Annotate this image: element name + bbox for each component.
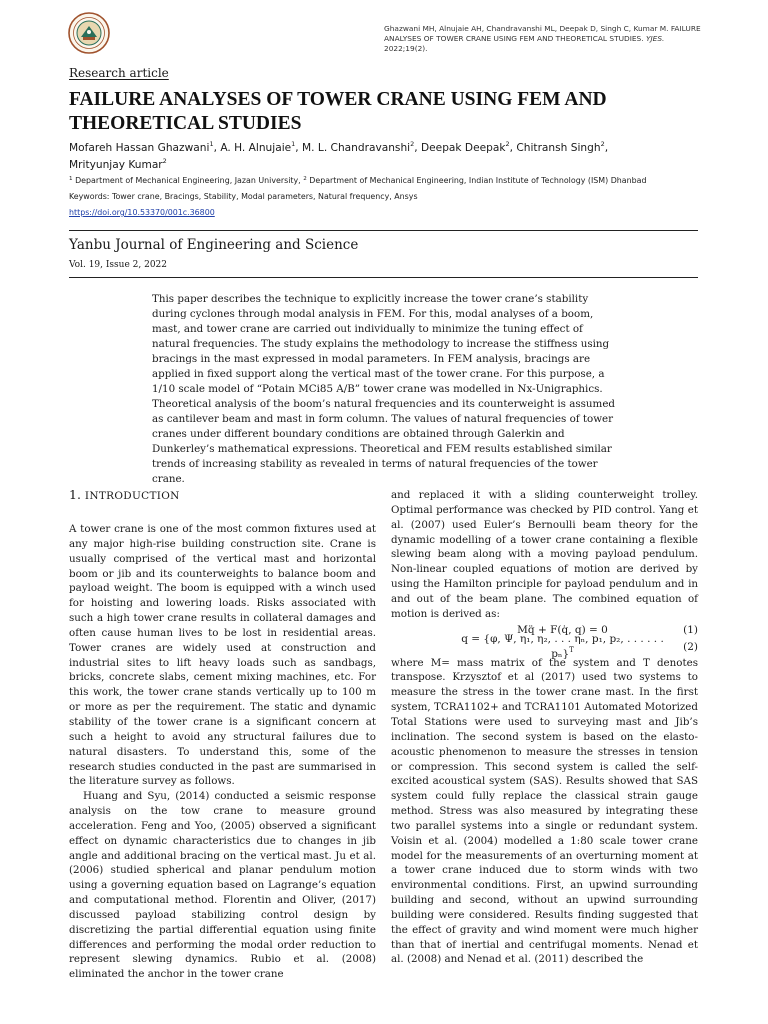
transpose-superscript: T <box>569 646 574 655</box>
divider <box>69 230 698 231</box>
author-name: Deepak Deepak <box>421 142 506 154</box>
affiliations <box>69 175 719 186</box>
paragraph: A tower crane is one of the most common fixtures used at any major high-rise building construction site. Crane is usually comprised of the vertical mast and horizontal boom or jib and its counterweights to balance boom and payload weight. The boom is equipped with a winch used for hoisting and lowering loads. Risks associated with such a high tower crane results in collateral damages and often cause human lives to be lost in residential areas. Tower cranes are widely used at construction and industrial sites to lift heavy loads such as sandbags, bricks, concrete slabs, cement mixing machines, etc. For this work, the tower crane stands vertically up to 100 m or more as per the requirement. The static and dynamic stability of the tower crane is a significant concern at such a height to avoid any structural failures due to natural disasters. To understand this, some of the research studies conducted in the past are summarised in the literature survey as follows. <box>69 523 376 788</box>
author-name: Mofareh Hassan Ghazwani <box>69 142 210 154</box>
abstract: This paper describes the technique to explicitly increase the tower crane’s stability during cyclones through modal analysis in FEM. For this, modal analyses of a boom, mast, and tower crane are carried out individually to minimize the tuning effect of natural frequencies. The study explains the methodology to increase the stiffness using bracings in the mast expressed in modal parameters. In FEM analysis, bracings are applied in fixed support along the vertical mast of the tower crane. For this purpose, a 1/10 scale model of “Potain MCi85 A/B” tower crane was modelled in Nx-Unigraphics. Theoretical analysis of the boom’s natural frequencies and its counterweight is assumed as cantilever beam and mast in form column. The values of natural frequencies of tower cranes under different boundary conditions are obtained through Galerkin and Dunkerley’s mathematical expressions. Theoretical and FEM results established similar trends of increasing stability as revealed in terms of natural frequencies of the tower crane. <box>152 293 616 485</box>
affiliation-marker: 1 <box>69 176 73 182</box>
authors-line: Mofareh Hassan Ghazwani$^1$, A. H. Alnujaie$^1$, M. L. Chandravanshi$^2$, Deepak Deepak$^2$, Chitransh Singh$^2$, <box>69 140 609 154</box>
citation-title-end: ANALYSES OF TOWER CRANE USING FEM AND THEORETICAL STUDIES. <box>384 34 644 43</box>
journal-name: Yanbu Journal of Engineering and Science <box>69 237 359 253</box>
paragraph: Huang and Syu, (2014) conducted a seismic response analysis on the tow crane to measure ground acceleration. Feng and Yoo, (2005) observed a significant effect on dynamic characteristics due to changes in jib angle and additional bracing on the vertical mast. Ju et al. (2006) studied spherical and planar pendulum motion using a governing equation based on Lagrange’s equation and computational method. Florentin and Oliver, (2017) discussed payload stabilizing control design by discretizing the partial differential equation using finite differences and performing the modal order reduction to represent slewing dynamics. Rubio et al. (2008) eliminated the anchor in the tower crane <box>69 790 376 981</box>
author-affiliation: 1 <box>291 140 296 148</box>
citation-year: 2022;19(2). <box>384 44 428 53</box>
author-affiliation: 2 <box>505 140 510 148</box>
article-type: Research article <box>69 66 169 80</box>
keywords: Keywords: Tower crane, Bracings, Stability, Modal parameters, Natural frequency, Ansys <box>69 192 418 201</box>
body-column-left <box>69 486 376 982</box>
equation-body: q = {φ, Ψ, η₁, η₂, . . . ηₙ, p₁, p₂, . . . . . . pₙ} <box>461 633 664 661</box>
university-seal-icon <box>68 12 110 54</box>
section-heading <box>69 486 376 505</box>
section-title: INTRODUCTION <box>84 490 180 502</box>
author-affiliation: 1 <box>209 140 214 148</box>
citation-line: Ghazwani MH, Alnujaie AH, Chandravanshi ML, Deepak D, Singh C, Kumar M. FAILURE <box>384 24 701 33</box>
doi-link[interactable]: https://doi.org/10.53370/001c.36800 <box>69 208 215 217</box>
author-list <box>69 140 709 174</box>
paragraph: where M= mass matrix of the system and T denotes transpose. Krzysztof et al (2017) used two systems to measure the stress in the tower crane mast. In the first system, TCRA1102+ and TCRA1101 Automated Motorized Total Stations were used to surveying mast and Jib’s inclination. The second system is based on the elasto-acoustic phenomenon to measure the stresses in tension or compression. This second system is called the self-excited acoustical system (SAS). Results showed that SAS system could fully replace the classical strain gauge method. Stress was also measured by integrating these two parallel systems into a single or redundant system. Voisin et al. (2004) modelled a 1:80 scale tower crane model for the measurements of an overturning moment at a tower crane induced due to storm winds with two environmental conditions. First, an upwind surrounding building and second, without an upwind surrounding building were considered. Results finding suggested that the effect of gravity and wind moment were much higher than that of inertial and centrifugal moments. Nenad et al. (2008) and Nenad et al. (2011) described the <box>391 656 698 966</box>
equation-number: (2) <box>683 640 698 653</box>
author-name: Mrityunjay Kumar <box>69 159 163 171</box>
paragraph: and replaced it with a sliding counterweight trolley. Optimal performance was checked by PID control. Yang et al. (2007) used Euler’s Bernoulli beam theory for the dynamic modelling of a tower crane containing a flexible slewing beam along with a moving payload pendulum. Non-linear coupled equations of motion are derived by using the Hamilton principle for payload pendulum and in and out of the beam plane. The combined equation of motion is derived as: <box>391 489 698 620</box>
affiliation-2: Department of Mechanical Engineering, Indian Institute of Technology (ISM) Dhanbad <box>309 176 647 185</box>
citation-header <box>384 24 708 54</box>
author-affiliation: 2 <box>410 140 415 148</box>
body-column-right <box>391 488 698 967</box>
divider <box>69 277 698 278</box>
equation-2 <box>391 633 698 661</box>
author-name: A. H. Alnujaie <box>220 142 292 154</box>
author-name: Chitransh Singh <box>516 142 601 154</box>
author-affiliation: 2 <box>162 157 167 165</box>
equation-number: (1) <box>683 623 698 636</box>
article-title: FAILURE ANALYSES OF TOWER CRANE USING FEM AND THEORETICAL STUDIES <box>69 89 607 134</box>
affiliation-marker: 2 <box>303 176 307 182</box>
journal-volume: Vol. 19, Issue 2, 2022 <box>69 260 167 270</box>
authors-line <box>69 157 709 174</box>
author-name: M. L. Chandravanshi <box>302 142 411 154</box>
section-number: 1. <box>69 487 81 502</box>
equation-expression: Mq̈ + F(q̇, q) = 0 <box>517 623 608 636</box>
author-affiliation: 2 <box>600 140 605 148</box>
citation-line <box>384 34 708 54</box>
citation-journal: YJES. <box>645 34 665 43</box>
affiliation-1: Department of Mechanical Engineering, Jazan University, <box>75 176 301 185</box>
